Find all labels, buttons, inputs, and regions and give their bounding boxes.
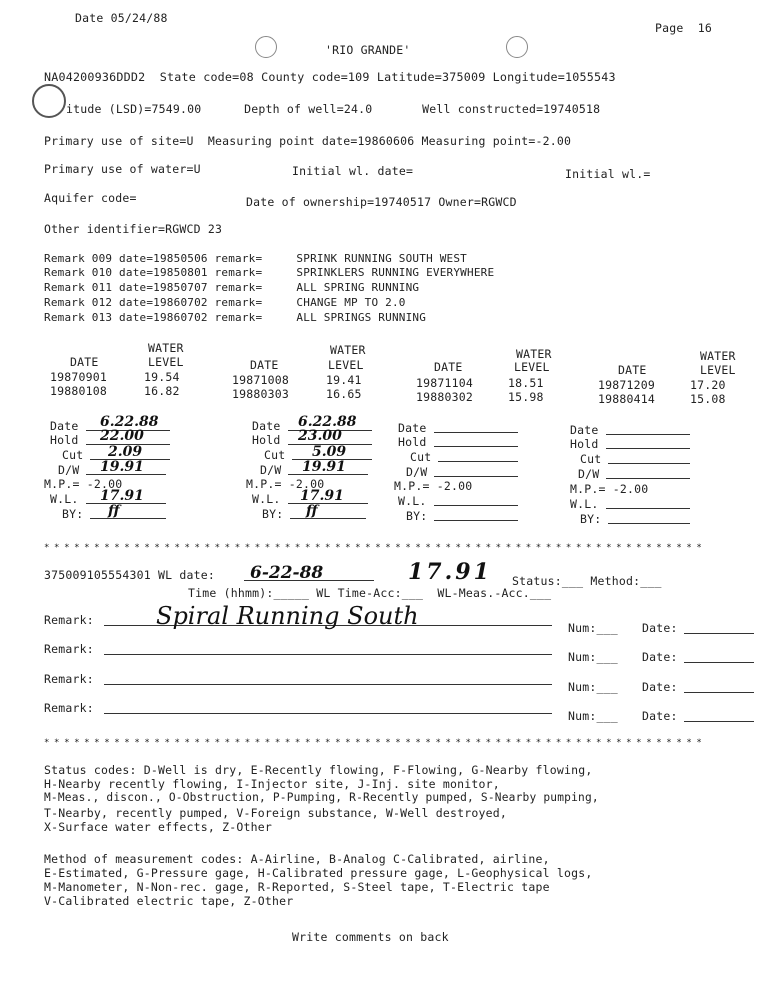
- entry-site-id: 375009105554301 WL date:: [44, 568, 215, 582]
- form-date-label: Date: [50, 419, 79, 433]
- hw-cut: 2.09: [108, 444, 143, 460]
- remark-label: Remark:: [44, 672, 94, 686]
- site-line-1: NA04200936DDD2 State code=08 County code=109 Latitude=375009 Longitude=1055543: [44, 70, 616, 84]
- form-mp-label: M.P.= -2.00: [44, 477, 123, 491]
- num-label: Num:___: [568, 621, 618, 635]
- cut-field-line: [438, 461, 518, 462]
- method-codes-line: M-Manometer, N-Non-rec. gage, R-Reported, S-Steel tape, T-Electric tape: [44, 880, 550, 894]
- punch-hole: [255, 36, 277, 58]
- level-value: 15.08: [690, 392, 726, 406]
- method-codes-line: E-Estimated, G-Pressure gage, H-Calibrated pressure gage, L-Geophysical logs,: [44, 866, 593, 880]
- form-by-label: BY:: [580, 512, 602, 526]
- form-date-label: Date: [570, 423, 599, 437]
- form-mp-label: M.P.= -2.00: [570, 482, 649, 496]
- level-date: 19871209: [598, 378, 655, 392]
- level-date: 19870901: [50, 370, 107, 384]
- cut-field-line: [608, 463, 690, 464]
- dw-field-line: [434, 476, 518, 477]
- form-by-label: BY:: [62, 507, 84, 521]
- form-dw-label: D/W: [578, 467, 600, 481]
- form-hold-label: Hold: [570, 437, 599, 451]
- remark-label: Remark:: [44, 613, 94, 627]
- date-header: DATE: [250, 358, 279, 372]
- status-codes-line: T-Nearby, recently pumped, V-Foreign substance, W-Well destroyed,: [44, 806, 508, 820]
- site-line-3: Primary use of site=U Measuring point date=19860606 Measuring point=-2.00: [44, 134, 572, 148]
- form-mp-label: M.P.= -2.00: [394, 479, 473, 493]
- water-header: WATER: [700, 349, 736, 363]
- level-date: 19880302: [416, 390, 473, 404]
- level-value: 17.20: [690, 378, 726, 392]
- hw-date: 6.22.88: [298, 414, 357, 430]
- by-field-line: [90, 518, 166, 519]
- remark-field: [104, 684, 552, 685]
- water-header: WATER: [516, 347, 552, 361]
- hw-dw: 19.91: [302, 459, 346, 475]
- hw-hold: 22.00: [100, 428, 144, 444]
- level-date: 19880414: [598, 392, 655, 406]
- star-divider: * * * * * * * * * * * * * * * * * * * * * * * * * * * * * * * * * * * * * * * * * * * * * * * * * * * * * * * * * * * * * * * * * *: [44, 738, 702, 748]
- hw-remark: Spiral Running South: [156, 602, 419, 630]
- remark-label: Remark:: [44, 642, 94, 656]
- level-date: 19880303: [232, 387, 289, 401]
- remark-line: Remark 013 date=19860702 remark= ALL SPRINGS RUNNING: [44, 311, 427, 324]
- form-wl-label: W.L.: [50, 492, 79, 506]
- footer-note: Write comments on back: [292, 930, 449, 944]
- form-by-label: BY:: [406, 509, 428, 523]
- page-number: Page 16: [655, 21, 712, 35]
- aquifer-code: Aquifer code=: [44, 191, 137, 205]
- level-header: LEVEL: [328, 358, 364, 372]
- by-field-line: [290, 518, 366, 519]
- date-field: [684, 721, 754, 722]
- date-field: [684, 662, 754, 663]
- date-field: [684, 692, 754, 693]
- form-cut-label: Cut: [62, 448, 84, 462]
- remark-label: Remark:: [44, 701, 94, 715]
- level-value: 19.54: [144, 370, 180, 384]
- level-header: LEVEL: [148, 355, 184, 369]
- remark-line: Remark 009 date=19850506 remark= SPRINK RUNNING SOUTH WEST: [44, 252, 467, 265]
- hw-by: ff: [306, 503, 318, 519]
- status-codes-line: M-Meas., discon., O-Obstruction, P-Pumping, R-Recently pumped, S-Nearby pumping,: [44, 791, 599, 804]
- punch-hole: [32, 84, 66, 118]
- initial-wl: Initial wl.=: [565, 167, 651, 181]
- num-label: Num:___: [568, 650, 618, 664]
- hw-by: ff: [108, 503, 120, 519]
- report-date: Date 05/24/88: [75, 11, 168, 25]
- level-value: 15.98: [508, 390, 544, 404]
- star-divider: * * * * * * * * * * * * * * * * * * * * * * * * * * * * * * * * * * * * * * * * * * * * * * * * * * * * * * * * * * * * * * * * * *: [44, 543, 702, 553]
- date-header: DATE: [434, 360, 463, 374]
- level-date: 19871104: [416, 376, 473, 390]
- form-wl-label: W.L.: [252, 492, 281, 506]
- form-dw-label: D/W: [58, 463, 80, 477]
- by-field-line: [608, 523, 690, 524]
- date-header: DATE: [70, 355, 99, 369]
- other-identifier: Other identifier=RGWCD 23: [44, 222, 223, 236]
- hold-field-line: [606, 448, 690, 449]
- status-codes-line: Status codes: D-Well is dry, E-Recently flowing, F-Flowing, G-Nearby flowing,: [44, 763, 593, 777]
- form-mp-label: M.P.= -2.00: [246, 477, 325, 491]
- status-codes-line: X-Surface water effects, Z-Other: [44, 820, 272, 834]
- form-hold-label: Hold: [252, 433, 281, 447]
- date-label: Date:: [642, 621, 678, 635]
- date-field: [684, 633, 754, 634]
- form-cut-label: Cut: [580, 452, 602, 466]
- dw-field-line: [606, 478, 690, 479]
- date-field-line: [606, 434, 690, 435]
- wl-field-line: [606, 508, 690, 509]
- water-header: WATER: [330, 343, 366, 357]
- date-field-line: [434, 432, 518, 433]
- remark-line: Remark 010 date=19850801 remark= SPRINKLERS RUNNING EVERYWHERE: [44, 266, 495, 279]
- form-hold-label: Hold: [50, 433, 79, 447]
- hw-dw: 19.91: [100, 459, 144, 475]
- hw-entry-wl: 17.91: [408, 559, 492, 585]
- date-label: Date:: [642, 709, 678, 723]
- num-label: Num:___: [568, 680, 618, 694]
- level-value: 18.51: [508, 376, 544, 390]
- form-dw-label: D/W: [406, 465, 428, 479]
- level-value: 16.65: [326, 387, 362, 401]
- status-codes-line: H-Nearby recently flowing, I-Injector site, J-Inj. site monitor,: [44, 777, 500, 791]
- hw-hold: 23.00: [298, 428, 342, 444]
- remark-line: Remark 012 date=19860702 remark= CHANGE MP TO 2.0: [44, 296, 406, 309]
- form-wl-label: W.L.: [570, 497, 599, 511]
- remark-line: Remark 011 date=19850707 remark= ALL SPRING RUNNING: [44, 281, 420, 294]
- method-codes-line: V-Calibrated electric tape, Z-Other: [44, 894, 294, 908]
- site-line-2: itude (LSD)=7549.00 Depth of well=24.0 Well constructed=19740518: [66, 102, 601, 116]
- level-value: 19.41: [326, 373, 362, 387]
- form-hold-label: Hold: [398, 435, 427, 449]
- level-date: 19871008: [232, 373, 289, 387]
- wl-field-line: [434, 505, 518, 506]
- form-wl-label: W.L.: [398, 494, 427, 508]
- district-title: 'RIO GRANDE': [325, 43, 411, 57]
- form-date-label: Date: [252, 419, 281, 433]
- status-method: Status:___ Method:___: [512, 574, 662, 588]
- form-cut-label: Cut: [410, 450, 432, 464]
- date-label: Date:: [642, 650, 678, 664]
- level-header: LEVEL: [700, 363, 736, 377]
- punch-hole: [506, 36, 528, 58]
- remark-field: [104, 654, 552, 655]
- primary-use-water: Primary use of water=U: [44, 162, 201, 176]
- hw-wl: 17.91: [100, 488, 144, 504]
- time-line: Time (hhmm):_____ WL Time-Acc:___ WL-Meas.-Acc.___: [188, 586, 552, 600]
- by-field-line: [434, 520, 518, 521]
- hold-field-line: [434, 446, 518, 447]
- hw-wl: 17.91: [300, 488, 344, 504]
- num-label: Num:___: [568, 709, 618, 723]
- form-dw-label: D/W: [260, 463, 282, 477]
- method-codes-line: Method of measurement codes: A-Airline, B-Analog C-Calibrated, airline,: [44, 852, 550, 866]
- form-by-label: BY:: [262, 507, 284, 521]
- hw-cut: 5.09: [312, 444, 347, 460]
- ownership: Date of ownership=19740517 Owner=RGWCD: [246, 195, 517, 209]
- initial-wl-date: Initial wl. date=: [292, 164, 414, 178]
- water-header: WATER: [148, 341, 184, 355]
- level-header: LEVEL: [514, 360, 550, 374]
- remark-field: [104, 713, 552, 714]
- hw-date: 6.22.88: [100, 414, 159, 430]
- level-date: 19880108: [50, 384, 107, 398]
- form-cut-label: Cut: [264, 448, 286, 462]
- date-header: DATE: [618, 363, 647, 377]
- form-date-label: Date: [398, 421, 427, 435]
- hw-entry-date: 6-22-88: [250, 563, 324, 583]
- level-value: 16.82: [144, 384, 180, 398]
- date-label: Date:: [642, 680, 678, 694]
